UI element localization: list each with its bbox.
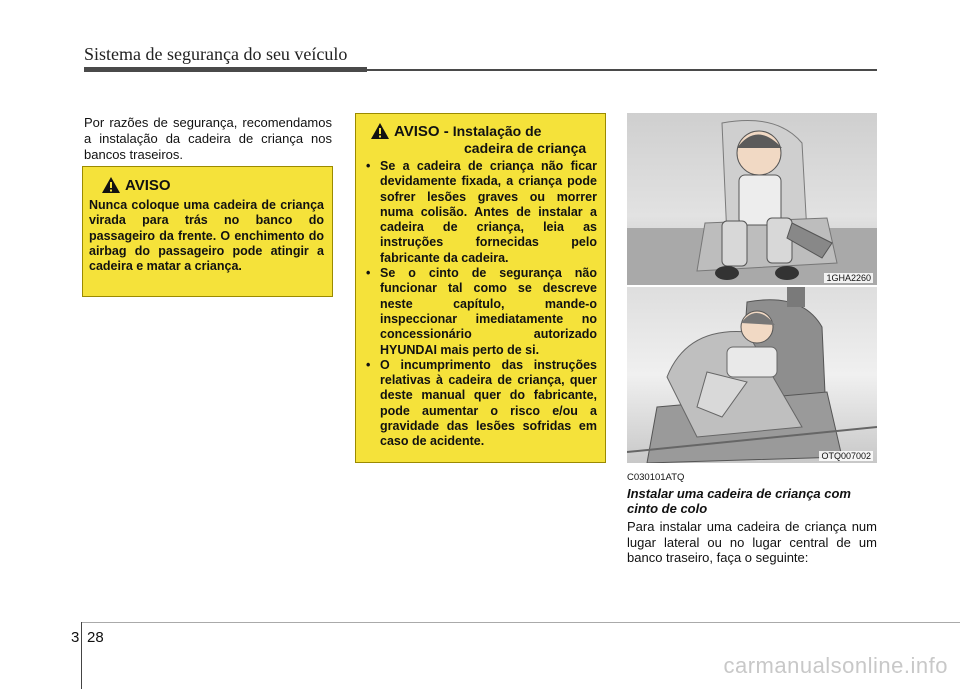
footer-divider-horizontal — [82, 622, 960, 623]
figure-child-seat-installed — [627, 287, 877, 463]
warning-triangle-icon — [370, 122, 390, 140]
header-rule-thin — [367, 69, 877, 71]
figure-code: OTQ007002 — [821, 451, 871, 461]
list-item: • Se o cinto de segurança não funcionar tal como se descreve neste capítulo, mande-o inspeccionar imediatamente no concessionário autorizado HYUNDAI mais perto de si. — [364, 266, 597, 358]
warning-body: Nunca coloque uma cadeira de criança virada para trás no banco do passageiro da frente. O enchimento do airbag do passageiro pode atingir a cadeira e matar a criança. — [89, 198, 324, 274]
figure-child-in-booster-seat — [627, 113, 877, 285]
warning-subtitle-line2: cadeira de criança — [464, 140, 587, 156]
section-body: Para instalar uma cadeira de criança num lugar lateral ou no lugar central de um banco traseiro, faça o seguinte: — [627, 519, 877, 565]
list-item: • Se a cadeira de criança não ficar devidamente fixada, a criança pode sofrer lesões graves ou morrer numa colisão. Antes de instalar a cadeira de criança, leia as instruções fornecidas pelo fabricante da cadeira. — [364, 159, 597, 266]
warning-box-airbag — [82, 166, 333, 297]
warning-title: AVISO — [125, 176, 171, 194]
warning-list — [364, 159, 597, 450]
page-number: 28 — [87, 629, 104, 646]
list-item: • O incumprimento das instruções relativas à cadeira de criança, quer deste manual quer do fabricante, pode aumentar o risco e/ou a gravidade das lesões sofridas em caso de acidente. — [364, 358, 597, 450]
warning-title: AVISO - — [394, 122, 449, 140]
chapter-number: 3 — [71, 629, 80, 646]
warning-subtitle: Instalação de — [452, 123, 542, 139]
footer-divider-vertical — [81, 622, 82, 689]
warning-triangle-icon — [101, 176, 121, 194]
warning-heading — [370, 122, 597, 140]
section-subheading: Instalar uma cadeira de criança com cinto de colo — [627, 486, 851, 516]
watermark: carmanualsonline.info — [723, 653, 948, 678]
intro-paragraph: Por razões de segurança, recomendamos a instalação da cadeira de criança nos bancos traseiros. — [84, 115, 332, 162]
child-booster-seat-illustration — [627, 113, 877, 285]
header-rule — [84, 67, 367, 72]
figure-code: 1GHA2260 — [826, 273, 871, 283]
warning-heading — [101, 176, 324, 194]
page-header-title: Sistema de segurança do seu veículo — [84, 44, 348, 64]
warning-box-child-seat — [355, 113, 606, 463]
section-code: C030101ATQ — [627, 472, 685, 483]
car-seat-child-illustration — [627, 287, 877, 463]
